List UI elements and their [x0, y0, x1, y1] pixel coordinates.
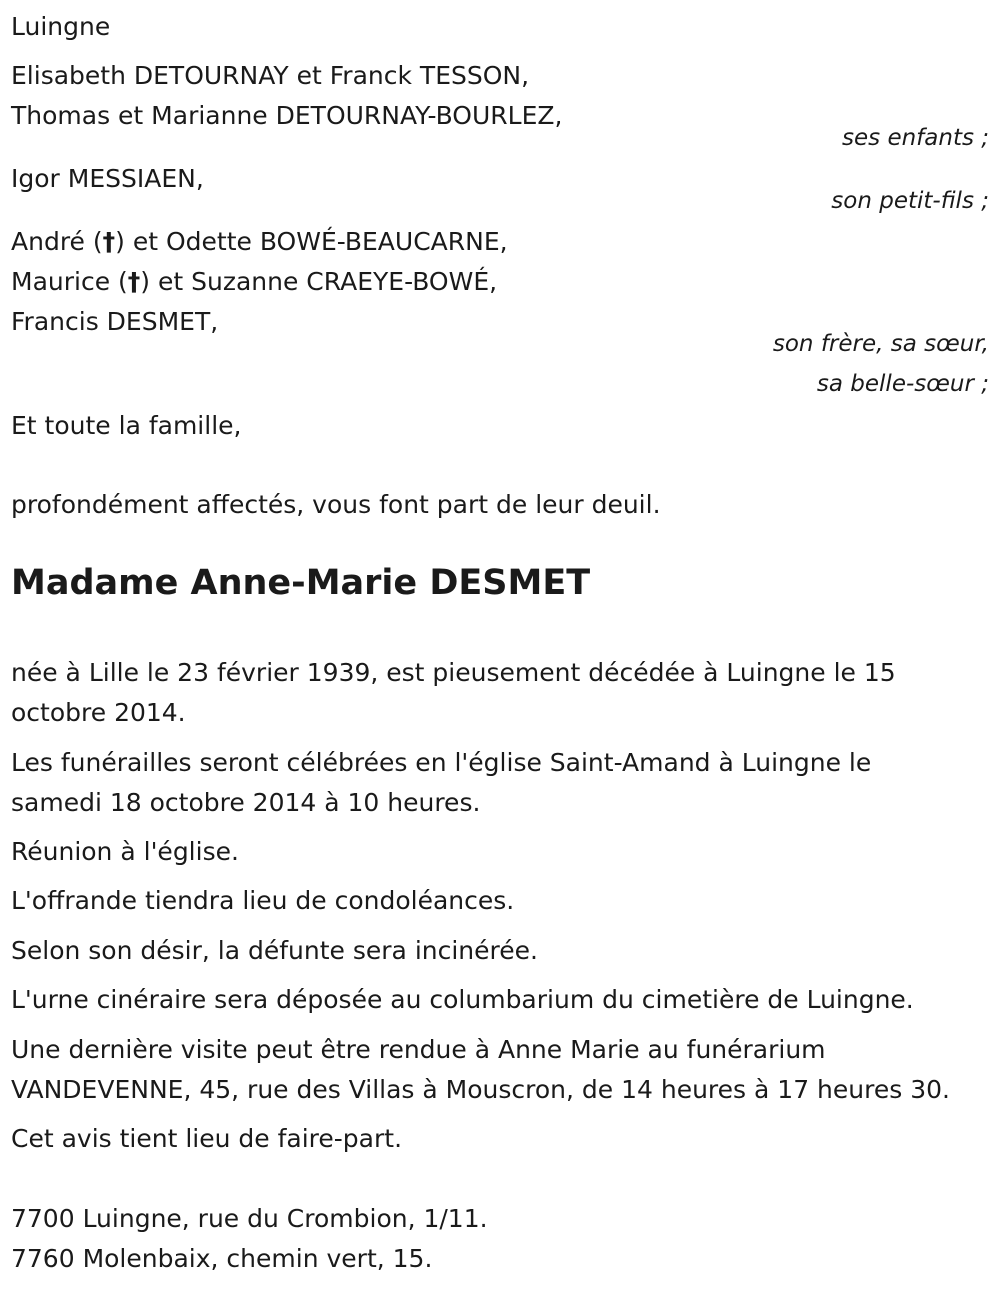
- detail-line: Une dernière visite peut être rendue à Anne Marie au funérarium: [11, 1035, 826, 1064]
- sibling-rest: ) et Odette BOWÉ-BEAUCARNE,: [115, 227, 508, 256]
- detail-line: Les funérailles seront célébrées en l'église Saint-Amand à Luingne le: [11, 748, 872, 777]
- grandson-line: Igor MESSIAEN,: [11, 164, 204, 193]
- siblings-role-2: sa belle-sœur ;: [816, 371, 989, 397]
- cross-icon: †: [127, 267, 141, 296]
- deceased-name: Madame Anne-Marie DESMET: [11, 563, 591, 603]
- children-line-1: Elisabeth DETOURNAY et Franck TESSON,: [11, 61, 530, 90]
- sibling-name: Maurice (: [11, 267, 128, 296]
- cross-icon: †: [102, 227, 116, 256]
- address-line: 7700 Luingne, rue du Crombion, 1/11.: [11, 1204, 488, 1233]
- sibling-rest: ) et Suzanne CRAEYE-BOWÉ,: [140, 267, 498, 296]
- address-line: 7760 Molenbaix, chemin vert, 15.: [11, 1244, 433, 1273]
- siblings-role-1: son frère, sa sœur,: [772, 331, 989, 357]
- sibling-line-3: Francis DESMET,: [11, 307, 219, 336]
- detail-line: L'urne cinéraire sera déposée au columbarium du cimetière de Luingne.: [11, 985, 914, 1014]
- place-heading: Luingne: [11, 12, 111, 41]
- sibling-line-1: [11, 229, 508, 254]
- grandson-role: son petit-fils ;: [831, 188, 989, 214]
- detail-line: octobre 2014.: [11, 698, 186, 727]
- family-line: Et toute la famille,: [11, 411, 242, 440]
- announcement-text: profondément affectés, vous font part de leur deuil.: [11, 490, 661, 519]
- detail-line: VANDEVENNE, 45, rue des Villas à Mouscron, de 14 heures à 17 heures 30.: [11, 1075, 950, 1104]
- children-line-2: Thomas et Marianne DETOURNAY-BOURLEZ,: [11, 101, 563, 130]
- detail-line: L'offrande tiendra lieu de condoléances.: [11, 886, 515, 915]
- detail-line: née à Lille le 23 février 1939, est pieusement décédée à Luingne le 15: [11, 658, 896, 687]
- detail-line: Cet avis tient lieu de faire-part.: [11, 1124, 403, 1153]
- detail-line: samedi 18 octobre 2014 à 10 heures.: [11, 788, 481, 817]
- detail-line: Réunion à l'église.: [11, 837, 239, 866]
- detail-line: Selon son désir, la défunte sera incinérée.: [11, 936, 538, 965]
- children-role: ses enfants ;: [842, 125, 989, 151]
- sibling-name: André (: [11, 227, 103, 256]
- sibling-line-2: [11, 269, 497, 294]
